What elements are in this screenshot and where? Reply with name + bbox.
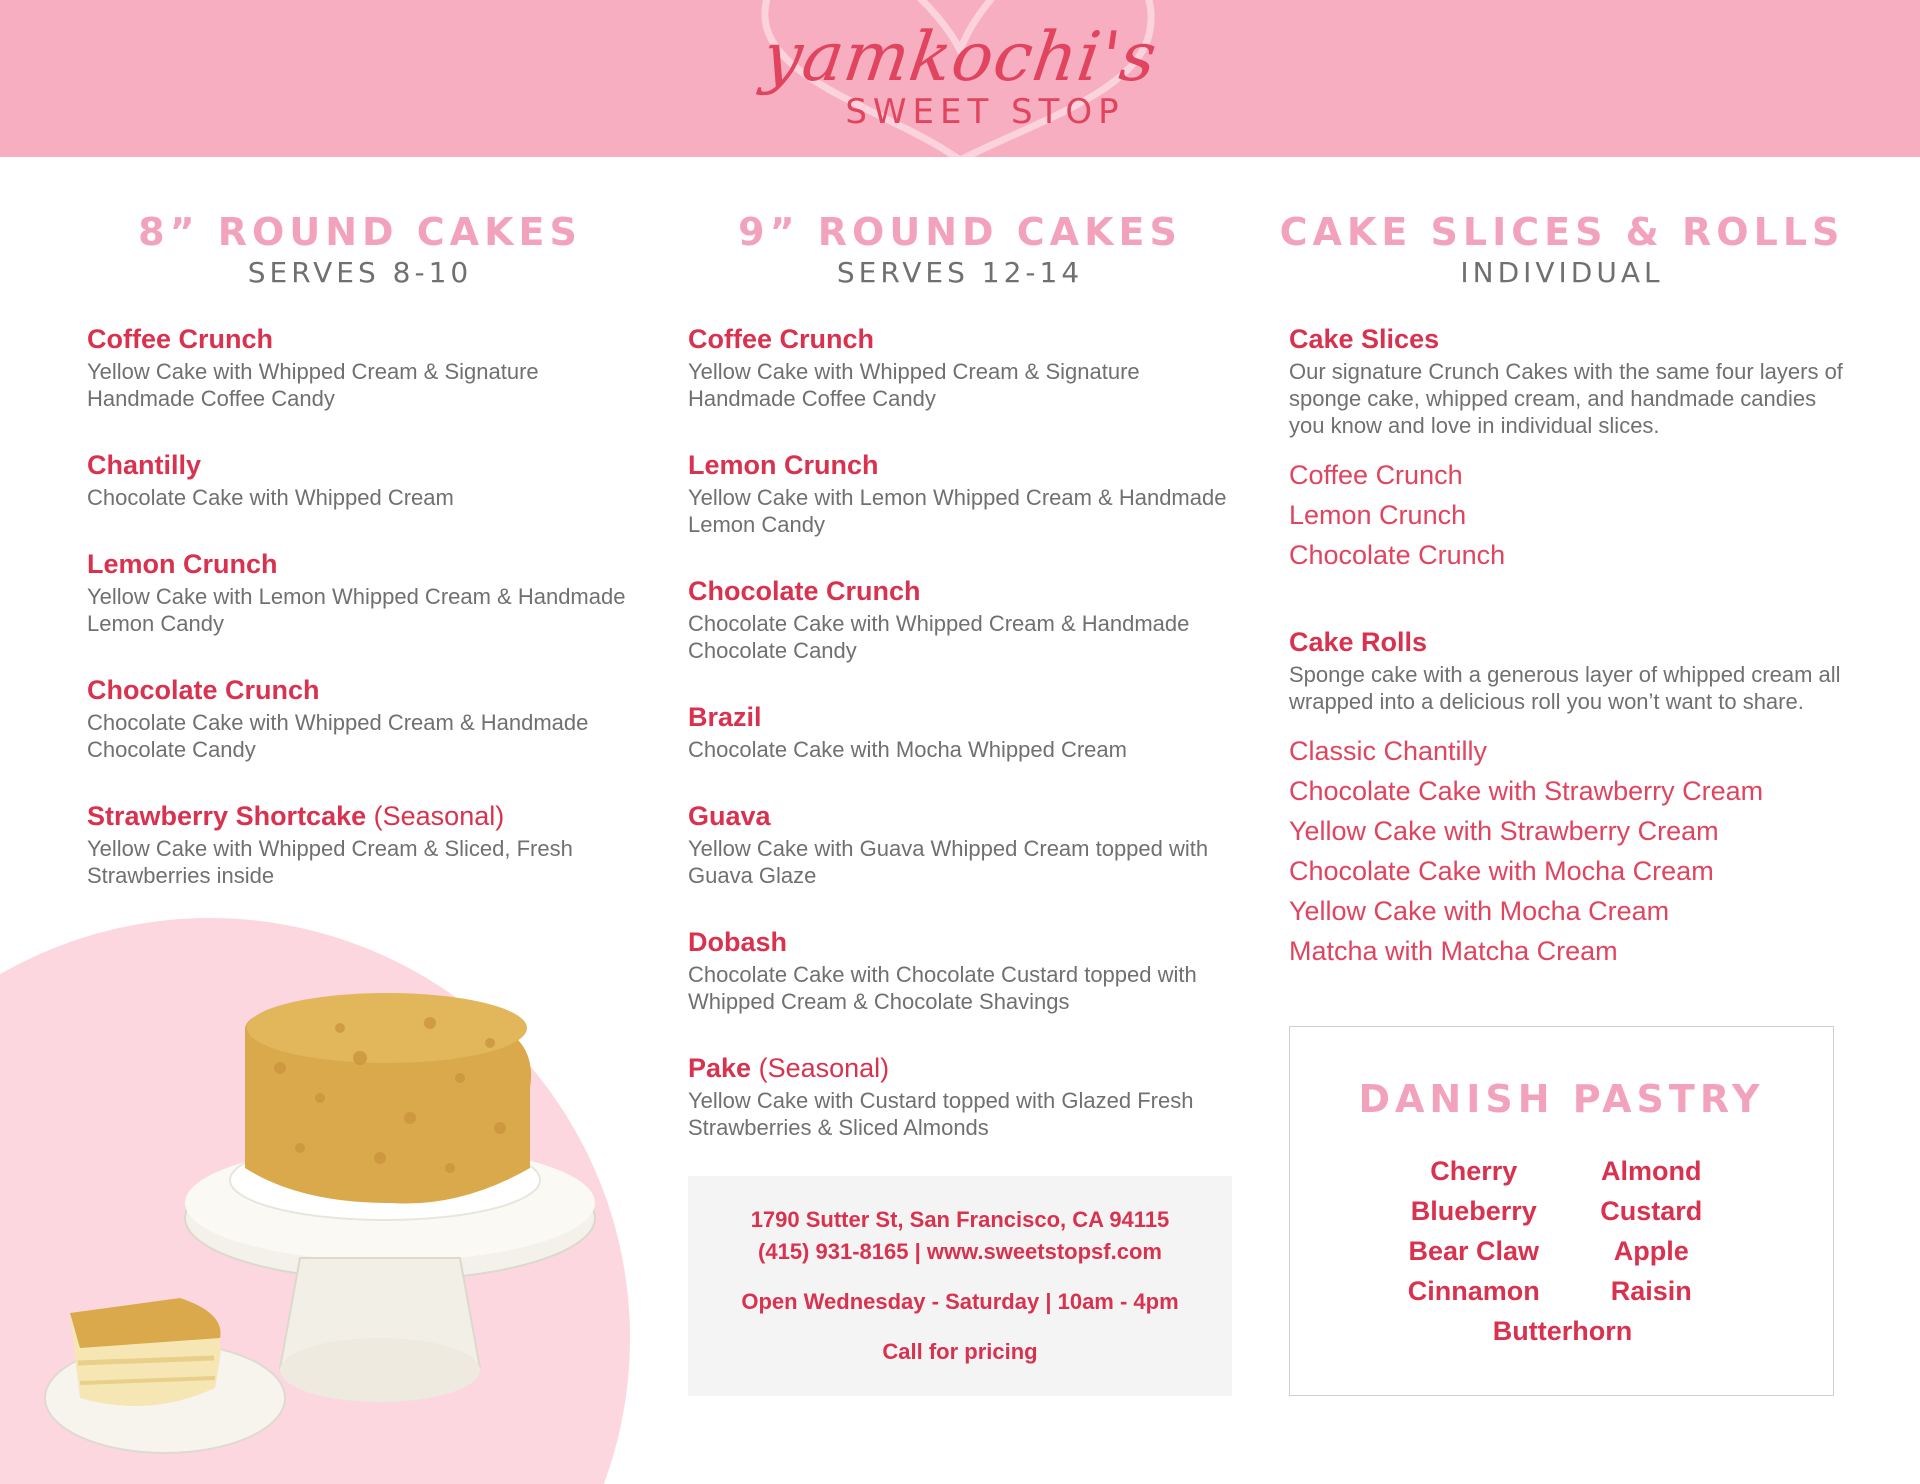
item-description: Yellow Cake with Whipped Cream & Sliced, Fresh Strawberries inside [87,836,573,888]
item-name-text: Pake [688,1053,752,1083]
item-name-text: Strawberry Shortcake [87,801,367,831]
item-description: Chocolate Cake with Mocha Whipped Cream [688,737,1127,762]
item-description: Yellow Cake with Custard topped with Glazed Fresh Strawberries & Sliced Almonds [688,1088,1194,1140]
item-name: Lemon Crunch [688,450,879,480]
column-subtitle: SERVES 12-14 [836,256,1084,289]
menu-item [87,448,647,511]
section-name: Cake Slices [1289,324,1440,354]
menu-item [688,799,1248,889]
menu-item [688,925,1248,1015]
pastry-grid [1390,1151,1735,1351]
item-description: Chocolate Cake with Whipped Cream [87,485,454,510]
column-8in-items [87,322,647,925]
item-description: Chocolate Cake with Whipped Cream & Handmade Chocolate Candy [688,611,1190,663]
pricing-note: Call for pricing [882,1339,1038,1364]
danish-pastry-box [1289,1026,1834,1396]
menu-item [87,547,647,637]
column-subtitle: INDIVIDUAL [1460,256,1664,289]
item-name: Coffee Crunch [688,324,875,354]
logo-script-text: yamkochi's [758,18,1162,97]
item-name [688,1051,1248,1085]
menu-item [87,799,647,889]
menu-item [688,1051,1248,1141]
item-description: Yellow Cake with Lemon Whipped Cream & Handmade Lemon Candy [87,584,626,636]
column-9in-items [688,322,1248,1177]
item-name: Chantilly [87,450,202,480]
column-title: 8” ROUND CAKES [138,210,582,254]
item-description: Yellow Cake with Whipped Cream & Signature Handmade Coffee Candy [688,359,1140,411]
pastry-item: Custard [1600,1196,1703,1226]
list-item: Classic Chantilly [1289,736,1488,766]
menu-item [688,700,1248,763]
list-item: Yellow Cake with Mocha Cream [1289,896,1670,926]
list-item: Coffee Crunch [1289,460,1463,490]
column-title: 9” ROUND CAKES [738,210,1182,254]
pastry-item: Cherry [1430,1156,1518,1186]
pastry-item: Almond [1601,1156,1702,1186]
section-description: Our signature Crunch Cakes with the same four layers of sponge cake, whipped cream, and handmade candies you know and love in individual slices. [1289,359,1843,438]
item-name: Dobash [688,927,788,957]
item-name: Chocolate Crunch [87,675,320,705]
menu-item [688,574,1248,664]
list-item: Matcha with Matcha Cream [1289,936,1618,966]
seasonal-note: (Seasonal) [758,1053,890,1083]
item-name: Lemon Crunch [87,549,278,579]
pastry-item: Apple [1613,1236,1689,1266]
section-description: Sponge cake with a generous layer of whipped cream all wrapped into a delicious roll you won’t want to share. [1289,662,1841,714]
pastry-item: Bear Claw [1408,1236,1540,1266]
item-name: Coffee Crunch [87,324,274,354]
column-heading-slices-rolls [1262,210,1862,289]
danish-title: DANISH PASTRY [1358,1077,1765,1121]
pastry-item: Blueberry [1410,1196,1537,1226]
item-description: Chocolate Cake with Chocolate Custard topped with Whipped Cream & Chocolate Shavings [688,962,1197,1014]
phone-website[interactable]: (415) 931-8165 | www.sweetstopsf.com [758,1239,1162,1264]
cake-photo [0,918,640,1484]
column-heading-9in [660,210,1260,289]
pastry-item: Butterhorn [1492,1316,1633,1346]
cake-slices-section [1289,322,1849,575]
pastry-item: Cinnamon [1407,1276,1540,1306]
item-description: Yellow Cake with Guava Whipped Cream topped with Guava Glaze [688,836,1209,888]
logo-subtitle: SWEET STOP [845,92,1125,132]
cake-rolls-list [1289,731,1849,971]
column-title: CAKE SLICES & ROLLS [1279,210,1845,254]
column-subtitle: SERVES 8-10 [247,256,473,289]
menu-item [688,322,1248,412]
list-item: Chocolate Cake with Strawberry Cream [1289,776,1764,806]
column-heading-8in [60,210,660,289]
column-slices-rolls-items [1289,322,1849,1007]
item-description: Yellow Cake with Lemon Whipped Cream & Handmade Lemon Candy [688,485,1227,537]
seasonal-note: (Seasonal) [373,801,505,831]
item-description: Chocolate Cake with Whipped Cream & Handmade Chocolate Candy [87,710,589,762]
pastry-item: Raisin [1610,1276,1692,1306]
contact-box [688,1176,1232,1396]
menu-item [87,673,647,763]
menu-item [87,322,647,412]
section-name: Cake Rolls [1289,627,1428,657]
list-item: Chocolate Cake with Mocha Cream [1289,856,1714,886]
item-name: Chocolate Crunch [688,576,921,606]
cake-rolls-section [1289,625,1849,971]
item-name: Brazil [688,702,762,732]
header-banner [0,0,1920,157]
list-item: Lemon Crunch [1289,500,1467,530]
item-description: Yellow Cake with Whipped Cream & Signature Handmade Coffee Candy [87,359,539,411]
menu-item [688,448,1248,538]
address: 1790 Sutter St, San Francisco, CA 94115 [750,1207,1170,1232]
item-name: Guava [688,801,771,831]
list-item: Chocolate Crunch [1289,540,1506,570]
list-item: Yellow Cake with Strawberry Cream [1289,816,1719,846]
opening-hours: Open Wednesday - Saturday | 10am - 4pm [741,1289,1179,1314]
item-name [87,799,647,833]
cake-slices-list [1289,455,1849,575]
